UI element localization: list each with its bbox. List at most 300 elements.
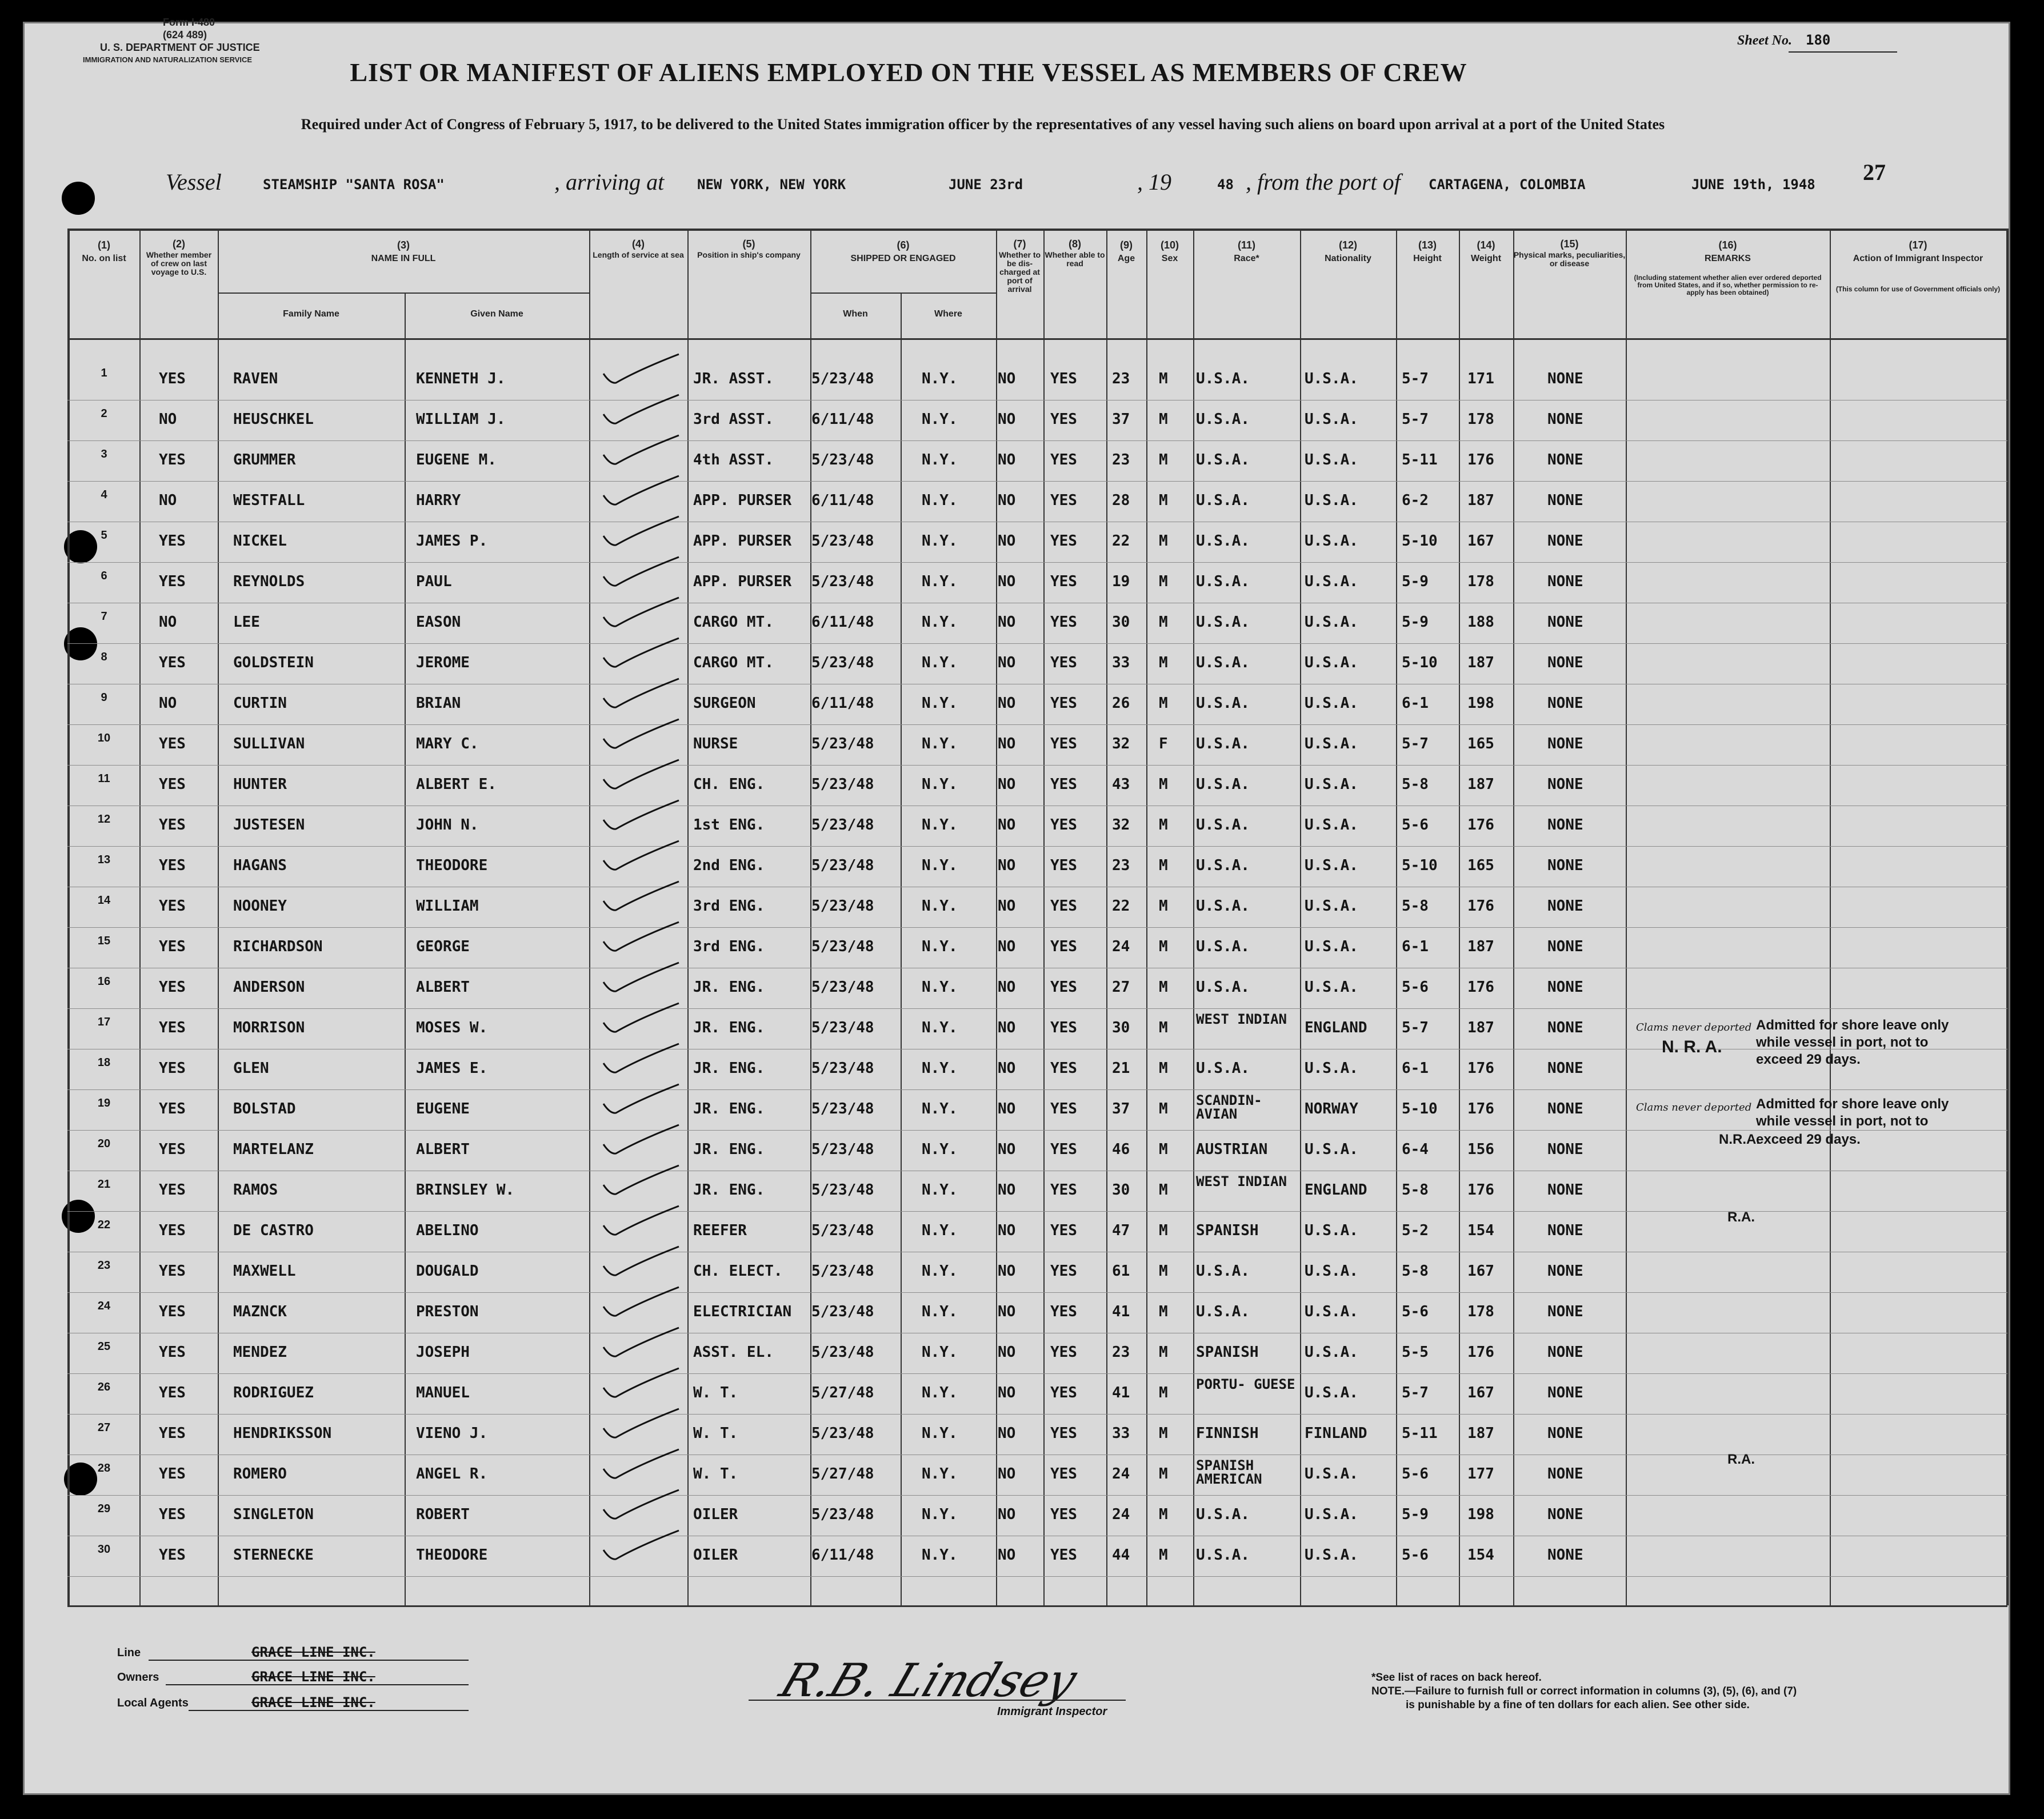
row-number: 5 xyxy=(101,529,107,542)
discharged: NO xyxy=(998,532,1016,550)
physical-marks: NONE xyxy=(1547,1019,1583,1036)
shipped-when: 6/11/48 xyxy=(811,492,874,509)
shipped-where: N.Y. xyxy=(922,898,958,915)
crew-last-voyage: YES xyxy=(159,1303,186,1320)
nationality: U.S.A. xyxy=(1305,451,1358,468)
position: JR. ENG. xyxy=(693,1019,765,1036)
position: 3rd ENG. xyxy=(693,898,765,915)
row-number: 27 xyxy=(97,1421,111,1434)
given-name: EUGENE M. xyxy=(416,451,497,468)
row-rule xyxy=(67,1414,2007,1415)
check-mark-icon xyxy=(599,1404,685,1444)
shipped-when: 5/23/48 xyxy=(811,1425,874,1442)
arriving-label: , arriving at xyxy=(554,169,665,195)
given-name: JOHN N. xyxy=(416,816,479,834)
sex: M xyxy=(1159,1060,1168,1077)
weight: 187 xyxy=(1467,654,1494,671)
position: JR. ENG. xyxy=(693,1060,765,1077)
row-number: 12 xyxy=(97,813,111,826)
family-name: SULLIVAN xyxy=(233,735,305,752)
remark-19-text-1: Admitted for shore leave only xyxy=(1756,1096,1949,1112)
height: 5-9 xyxy=(1402,614,1429,631)
shipped-where: N.Y. xyxy=(922,1506,958,1523)
age: 19 xyxy=(1112,573,1130,590)
hdr-age: (9) Age xyxy=(1117,239,1135,263)
check-mark-icon xyxy=(599,877,685,917)
able-to-read: YES xyxy=(1050,1181,1077,1199)
hdr-length-service: (4) Length of service at sea xyxy=(593,238,684,259)
col-rule xyxy=(2006,229,2009,1605)
col-rule xyxy=(67,229,70,1605)
height: 5-10 xyxy=(1402,857,1438,874)
header-bottom-rule xyxy=(67,338,2007,340)
weight: 176 xyxy=(1467,451,1494,468)
height: 5-8 xyxy=(1402,776,1429,793)
row-number: 30 xyxy=(97,1543,111,1556)
check-mark-icon xyxy=(599,1120,685,1160)
table-bottom-rule xyxy=(67,1605,2007,1607)
family-name: MAZNCK xyxy=(233,1303,287,1320)
race: U.S.A. xyxy=(1196,1060,1250,1077)
sex: M xyxy=(1159,573,1168,590)
race: U.S.A. xyxy=(1196,532,1250,550)
shipped-when: 5/23/48 xyxy=(811,573,874,590)
shipped-when: 5/23/48 xyxy=(811,1506,874,1523)
col-rule xyxy=(996,229,997,1605)
crew-last-voyage: YES xyxy=(159,898,186,915)
row-number: 25 xyxy=(97,1340,111,1353)
physical-marks: NONE xyxy=(1547,735,1583,752)
discharged: NO xyxy=(998,492,1016,509)
physical-marks: NONE xyxy=(1547,1141,1583,1158)
check-mark-icon xyxy=(599,917,685,957)
weight: 154 xyxy=(1467,1546,1494,1564)
height: 5-7 xyxy=(1402,1019,1429,1036)
position: 2nd ENG. xyxy=(693,857,765,874)
height: 5-6 xyxy=(1402,816,1429,834)
given-name: ALBERT xyxy=(416,979,470,996)
crew-last-voyage: YES xyxy=(159,1425,186,1442)
discharged: NO xyxy=(998,654,1016,671)
footnote-fine: is punishable by a fine of ten dollars for each alien. See other side. xyxy=(1406,1699,1750,1711)
hdr-shipped: (6) SHIPPED OR ENGAGED xyxy=(850,239,956,263)
sex: M xyxy=(1159,532,1168,550)
physical-marks: NONE xyxy=(1547,411,1583,428)
age: 21 xyxy=(1112,1060,1130,1077)
nationality: U.S.A. xyxy=(1305,1222,1358,1239)
age: 26 xyxy=(1112,695,1130,712)
position: ELECTRICIAN xyxy=(693,1303,792,1320)
hdr-sex: (10) Sex xyxy=(1160,239,1179,263)
shipped-when: 6/11/48 xyxy=(811,695,874,712)
given-name: JOSEPH xyxy=(416,1344,470,1361)
position: APP. PURSER xyxy=(693,532,792,550)
height: 5-5 xyxy=(1402,1344,1429,1361)
physical-marks: NONE xyxy=(1547,1303,1583,1320)
remark-17-text-2: while vessel in port, not to xyxy=(1756,1035,1929,1050)
height: 5-10 xyxy=(1402,1100,1438,1117)
race: FINNISH xyxy=(1196,1425,1259,1442)
family-name: RICHARDSON xyxy=(233,938,323,955)
col-rule xyxy=(1106,229,1107,1605)
hdr-weight: (14) Weight xyxy=(1470,239,1502,263)
given-name: JAMES E. xyxy=(416,1060,488,1077)
family-name: HEUSCHKEL xyxy=(233,411,314,428)
nationality: U.S.A. xyxy=(1305,1465,1358,1483)
check-mark-icon xyxy=(599,755,685,795)
position: JR. ENG. xyxy=(693,1100,765,1117)
sex: M xyxy=(1159,776,1168,793)
able-to-read: YES xyxy=(1050,1506,1077,1523)
physical-marks: NONE xyxy=(1547,370,1583,387)
able-to-read: YES xyxy=(1050,614,1077,631)
weight: 167 xyxy=(1467,1384,1494,1401)
given-name: THEODORE xyxy=(416,857,488,874)
sex: M xyxy=(1159,492,1168,509)
row-number: 16 xyxy=(97,975,111,988)
shipped-when: 5/23/48 xyxy=(811,979,874,996)
shipped-where: N.Y. xyxy=(922,1546,958,1564)
height: 6-1 xyxy=(1402,938,1429,955)
footnote-races: *See list of races on back hereof. xyxy=(1371,1672,1542,1684)
discharged: NO xyxy=(998,573,1016,590)
family-name: MARTELANZ xyxy=(233,1141,314,1158)
crew-last-voyage: NO xyxy=(159,411,177,428)
shipped-when: 5/23/48 xyxy=(811,1181,874,1199)
position: 4th ASST. xyxy=(693,451,774,468)
remark-19-text-3: exceed 29 days. xyxy=(1756,1132,1861,1147)
crew-table xyxy=(67,206,2007,1605)
check-mark-icon xyxy=(599,471,685,511)
col-rule xyxy=(1043,229,1045,1605)
line-value: GRACE LINE INC. xyxy=(251,1644,375,1660)
remark-17-handwritten: Clams never deported xyxy=(1636,1021,1752,1033)
weight: 167 xyxy=(1467,1263,1494,1280)
col-rule xyxy=(1146,229,1147,1605)
given-name: JEROME xyxy=(416,654,470,671)
age: 23 xyxy=(1112,451,1130,468)
check-mark-icon xyxy=(599,1485,685,1525)
row-rule xyxy=(67,1211,2007,1212)
able-to-read: YES xyxy=(1050,1060,1077,1077)
physical-marks: NONE xyxy=(1547,1344,1583,1361)
crew-last-voyage: YES xyxy=(159,1222,186,1239)
departure-date: JUNE 19th, 1948 xyxy=(1691,177,1815,193)
able-to-read: YES xyxy=(1050,1465,1077,1483)
row-number: 13 xyxy=(97,854,111,866)
family-name: WESTFALL xyxy=(233,492,305,509)
shipped-when: 5/23/48 xyxy=(811,1100,874,1117)
shipped-where: N.Y. xyxy=(922,654,958,671)
position: 3rd ASST. xyxy=(693,411,774,428)
physical-marks: NONE xyxy=(1547,938,1583,955)
age: 41 xyxy=(1112,1384,1130,1401)
shipped-when: 5/23/48 xyxy=(811,1019,874,1036)
discharged: NO xyxy=(998,370,1016,387)
position: CH. ELECT. xyxy=(693,1263,783,1280)
position: CARGO MT. xyxy=(693,654,774,671)
hdr-race: (11) Race* xyxy=(1234,239,1259,263)
shipped-where: N.Y. xyxy=(922,451,958,468)
row-rule xyxy=(67,481,2007,482)
physical-marks: NONE xyxy=(1547,979,1583,996)
discharged: NO xyxy=(998,1303,1016,1320)
height: 5-8 xyxy=(1402,898,1429,915)
footnote-warning: NOTE.—Failure to furnish full or correct information in columns (3), (5), (6), and (7) xyxy=(1371,1685,1797,1697)
family-name: HUNTER xyxy=(233,776,287,793)
given-name: EASON xyxy=(416,614,461,631)
given-name: THEODORE xyxy=(416,1546,488,1564)
shipped-when: 5/27/48 xyxy=(811,1465,874,1483)
given-name: ALBERT E. xyxy=(416,776,497,793)
race: U.S.A. xyxy=(1196,451,1250,468)
family-name: RODRIGUEZ xyxy=(233,1384,314,1401)
discharged: NO xyxy=(998,816,1016,834)
race: U.S.A. xyxy=(1196,1506,1250,1523)
family-name: NICKEL xyxy=(233,532,287,550)
given-name: MOSES W. xyxy=(416,1019,488,1036)
height: 5-9 xyxy=(1402,573,1429,590)
discharged: NO xyxy=(998,1222,1016,1239)
able-to-read: YES xyxy=(1050,1425,1077,1442)
shipped-where: N.Y. xyxy=(922,573,958,590)
nationality: U.S.A. xyxy=(1305,573,1358,590)
nationality: U.S.A. xyxy=(1305,1060,1358,1077)
nationality: U.S.A. xyxy=(1305,1384,1358,1401)
nationality: U.S.A. xyxy=(1305,979,1358,996)
hdr-nationality: (12) Nationality xyxy=(1325,239,1371,263)
age: 44 xyxy=(1112,1546,1130,1564)
shipped-where: N.Y. xyxy=(922,614,958,631)
sex: M xyxy=(1159,1546,1168,1564)
vessel-label: Vessel xyxy=(166,169,222,195)
row-number: 23 xyxy=(97,1259,111,1272)
family-name: RAVEN xyxy=(233,370,278,387)
physical-marks: NONE xyxy=(1547,1425,1583,1442)
check-mark-icon xyxy=(599,1445,685,1485)
able-to-read: YES xyxy=(1050,979,1077,996)
physical-marks: NONE xyxy=(1547,1060,1583,1077)
sex: M xyxy=(1159,411,1168,428)
hdr-prev-voyage: (2) Whether member of crew on last voyage to U.S. xyxy=(146,238,212,277)
race: U.S.A. xyxy=(1196,898,1250,915)
discharged: NO xyxy=(998,898,1016,915)
weight: 176 xyxy=(1467,1100,1494,1117)
given-name: ALBERT xyxy=(416,1141,470,1158)
race: U.S.A. xyxy=(1196,1546,1250,1564)
physical-marks: NONE xyxy=(1547,614,1583,631)
position: OILER xyxy=(693,1506,738,1523)
given-name: MARY C. xyxy=(416,735,479,752)
check-mark-icon xyxy=(599,431,685,471)
crew-last-voyage: YES xyxy=(159,1384,186,1401)
shipped-when: 6/11/48 xyxy=(811,1546,874,1564)
physical-marks: NONE xyxy=(1547,573,1583,590)
able-to-read: YES xyxy=(1050,411,1077,428)
physical-marks: NONE xyxy=(1547,451,1583,468)
col-rule xyxy=(1459,229,1460,1605)
weight: 187 xyxy=(1467,776,1494,793)
crew-last-voyage: NO xyxy=(159,695,177,712)
given-name: JAMES P. xyxy=(416,532,488,550)
shipped-where: N.Y. xyxy=(922,816,958,834)
row-number: 21 xyxy=(97,1178,111,1191)
shipped-where: N.Y. xyxy=(922,370,958,387)
crew-last-voyage: YES xyxy=(159,1506,186,1523)
race: U.S.A. xyxy=(1196,1303,1250,1320)
shipped-when: 5/23/48 xyxy=(811,370,874,387)
shipped-where: N.Y. xyxy=(922,1425,958,1442)
col-rule xyxy=(1396,229,1397,1605)
sex: M xyxy=(1159,370,1168,387)
line-label: Line xyxy=(117,1646,141,1659)
name-subrule xyxy=(218,293,589,294)
able-to-read: YES xyxy=(1050,654,1077,671)
row-number: 1 xyxy=(101,367,107,379)
row-number: 3 xyxy=(101,448,107,460)
shipped-where: N.Y. xyxy=(922,1019,958,1036)
sex: M xyxy=(1159,1384,1168,1401)
sheet-value: 180 xyxy=(1806,32,1831,48)
family-name: RAMOS xyxy=(233,1181,278,1199)
race: WEST INDIAN xyxy=(1196,1011,1287,1027)
age: 41 xyxy=(1112,1303,1130,1320)
given-name: HARRY xyxy=(416,492,461,509)
weight: 178 xyxy=(1467,573,1494,590)
table-top-rule xyxy=(67,229,2007,231)
row-number: 26 xyxy=(97,1381,111,1393)
shipped-subrule xyxy=(810,293,996,294)
shipped-where: N.Y. xyxy=(922,1222,958,1239)
row-rule xyxy=(67,1292,2007,1293)
hdr-height: (13) Height xyxy=(1413,239,1442,263)
discharged: NO xyxy=(998,411,1016,428)
given-name: EUGENE xyxy=(416,1100,470,1117)
discharged: NO xyxy=(998,776,1016,793)
discharged: NO xyxy=(998,979,1016,996)
able-to-read: YES xyxy=(1050,1546,1077,1564)
race: SPANISH xyxy=(1196,1222,1259,1239)
weight: 176 xyxy=(1467,816,1494,834)
nationality: U.S.A. xyxy=(1305,370,1358,387)
able-to-read: YES xyxy=(1050,370,1077,387)
sex: M xyxy=(1159,1100,1168,1117)
weight: 165 xyxy=(1467,857,1494,874)
row-number: 18 xyxy=(97,1056,111,1069)
able-to-read: YES xyxy=(1050,776,1077,793)
crew-last-voyage: YES xyxy=(159,776,186,793)
physical-marks: NONE xyxy=(1547,1181,1583,1199)
physical-marks: NONE xyxy=(1547,1465,1583,1483)
physical-marks: NONE xyxy=(1547,492,1583,509)
row-rule xyxy=(67,1373,2007,1374)
service: IMMIGRATION AND NATURALIZATION SERVICE xyxy=(83,55,253,64)
agents-label: Local Agents xyxy=(117,1697,189,1709)
age: 27 xyxy=(1112,979,1130,996)
weight: 187 xyxy=(1467,492,1494,509)
vessel-row xyxy=(0,169,2044,203)
row-rule xyxy=(67,1008,2007,1009)
height: 5-6 xyxy=(1402,1465,1429,1483)
race: PORTU- GUESE xyxy=(1196,1376,1295,1392)
row-number: 8 xyxy=(101,651,107,663)
check-mark-icon xyxy=(599,999,685,1039)
row-number: 24 xyxy=(97,1300,111,1312)
shipped-when: 5/23/48 xyxy=(811,1263,874,1280)
age: 33 xyxy=(1112,654,1130,671)
able-to-read: YES xyxy=(1050,451,1077,468)
check-mark-icon xyxy=(599,390,685,430)
sex: F xyxy=(1159,735,1168,752)
position: 1st ENG. xyxy=(693,816,765,834)
sex: M xyxy=(1159,898,1168,915)
check-mark-icon xyxy=(599,552,685,592)
weight: 187 xyxy=(1467,938,1494,955)
shipped-where: N.Y. xyxy=(922,1344,958,1361)
able-to-read: YES xyxy=(1050,1303,1077,1320)
sex: M xyxy=(1159,1019,1168,1036)
position: W. T. xyxy=(693,1465,738,1483)
remark-17-code: N. R. A. xyxy=(1662,1037,1722,1056)
inspector-label: Immigrant Inspector xyxy=(997,1705,1107,1718)
crew-last-voyage: YES xyxy=(159,370,186,387)
shipped-where: N.Y. xyxy=(922,1303,958,1320)
crew-last-voyage: YES xyxy=(159,573,186,590)
age: 24 xyxy=(1112,1465,1130,1483)
weight: 156 xyxy=(1467,1141,1494,1158)
row-number: 15 xyxy=(97,935,111,947)
sex: M xyxy=(1159,1425,1168,1442)
col-rule xyxy=(218,229,219,1605)
row-rule xyxy=(67,643,2007,644)
position: OILER xyxy=(693,1546,738,1564)
vessel-name: STEAMSHIP "SANTA ROSA" xyxy=(263,177,445,193)
position: JR. ENG. xyxy=(693,1141,765,1158)
row-number: 10 xyxy=(97,732,111,744)
age: 30 xyxy=(1112,1181,1130,1199)
given-name: PAUL xyxy=(416,573,452,590)
height: 5-7 xyxy=(1402,735,1429,752)
shipped-when: 5/23/48 xyxy=(811,776,874,793)
shipped-when: 5/23/48 xyxy=(811,735,874,752)
height: 5-8 xyxy=(1402,1263,1429,1280)
discharged: NO xyxy=(998,695,1016,712)
given-name: WILLIAM xyxy=(416,898,479,915)
shipped-when: 5/23/48 xyxy=(811,816,874,834)
discharged: NO xyxy=(998,451,1016,468)
position: SURGEON xyxy=(693,695,756,712)
given-name: DOUGALD xyxy=(416,1263,479,1280)
row-number: 22 xyxy=(97,1219,111,1231)
age: 32 xyxy=(1112,735,1130,752)
position: APP. PURSER xyxy=(693,573,792,590)
physical-marks: NONE xyxy=(1547,776,1583,793)
remark-21-code: R.A. xyxy=(1727,1209,1755,1225)
check-mark-icon xyxy=(599,836,685,876)
row-rule xyxy=(67,846,2007,847)
from-label: , from the port of xyxy=(1246,169,1401,195)
col-rule xyxy=(405,293,406,1605)
col-rule xyxy=(1626,229,1627,1605)
race: SPANISH AMERICAN xyxy=(1196,1457,1262,1487)
sex: M xyxy=(1159,1465,1168,1483)
physical-marks: NONE xyxy=(1547,1222,1583,1239)
height: 6-1 xyxy=(1402,1060,1429,1077)
family-name: ANDERSON xyxy=(233,979,305,996)
family-name: BOLSTAD xyxy=(233,1100,296,1117)
shipped-where: N.Y. xyxy=(922,492,958,509)
check-mark-icon xyxy=(599,634,685,674)
